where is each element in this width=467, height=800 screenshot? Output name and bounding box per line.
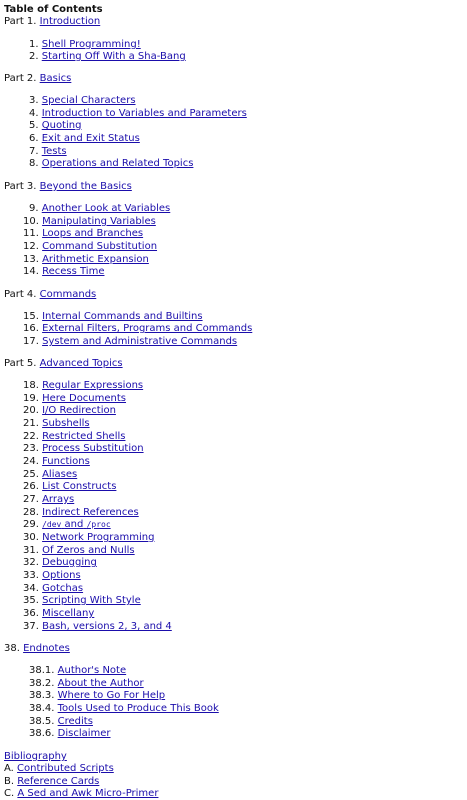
chapter-link[interactable]: Of Zeros and Nulls bbox=[42, 545, 135, 556]
part-heading bbox=[4, 358, 123, 370]
and-word: and bbox=[64, 519, 84, 530]
chapter-link[interactable]: Where to Go For Help bbox=[57, 690, 166, 701]
list-item bbox=[29, 716, 93, 728]
part-prefix: Part 2. bbox=[4, 73, 37, 84]
list-item bbox=[29, 158, 193, 170]
chapter-link[interactable]: Manipulating Variables bbox=[42, 216, 156, 227]
list-item bbox=[29, 728, 111, 740]
appendix-letter: A. bbox=[4, 763, 14, 774]
chapter-link[interactable]: Tests bbox=[41, 146, 67, 157]
part-link-basics[interactable]: Basics bbox=[39, 73, 72, 84]
chapter-link[interactable]: Arithmetic Expansion bbox=[42, 254, 149, 265]
list-item bbox=[29, 665, 126, 677]
part-prefix: Part 1. bbox=[4, 16, 37, 27]
list-item bbox=[29, 703, 219, 715]
list-item bbox=[23, 241, 157, 253]
part-prefix: Part 4. bbox=[4, 289, 37, 300]
appendix-letter: C. bbox=[4, 788, 15, 799]
chapter-number: 22. bbox=[23, 431, 39, 442]
list-item bbox=[23, 507, 139, 519]
part-link-advanced-topics[interactable]: Advanced Topics bbox=[39, 358, 123, 369]
chapter-link[interactable]: Indirect References bbox=[42, 507, 139, 518]
list-item bbox=[23, 481, 116, 493]
part-link-introduction[interactable]: Introduction bbox=[39, 16, 101, 27]
chapter-link[interactable]: Special Characters bbox=[41, 95, 136, 106]
list-item bbox=[23, 532, 154, 544]
chapter-link[interactable]: Recess Time bbox=[42, 266, 105, 277]
chapter-link[interactable]: Arrays bbox=[42, 494, 75, 505]
chapter-number: 5. bbox=[29, 120, 39, 131]
part-heading bbox=[4, 181, 132, 193]
chapter-number: 30. bbox=[23, 532, 39, 543]
chapter-number: 36. bbox=[23, 608, 39, 619]
chapter-number: 14. bbox=[23, 266, 39, 277]
chapter-link[interactable]: Regular Expressions bbox=[42, 380, 144, 391]
chapter-link[interactable]: Shell Programming! bbox=[41, 39, 141, 50]
bibliography-link[interactable]: Bibliography bbox=[4, 751, 67, 762]
chapter-link[interactable]: Another Look at Variables bbox=[41, 203, 171, 214]
chapter-number: 2. bbox=[29, 51, 39, 62]
chapter-link[interactable]: Subshells bbox=[42, 418, 90, 429]
appendix-letter: B. bbox=[4, 776, 15, 787]
chapter-number: 20. bbox=[23, 405, 39, 416]
chapter-link[interactable]: About the Author bbox=[57, 678, 144, 689]
chapter-link[interactable]: Functions bbox=[42, 456, 90, 467]
appendix-item bbox=[4, 763, 114, 775]
chapter-link-dev-and-proc[interactable] bbox=[42, 519, 111, 530]
list-item bbox=[29, 690, 165, 702]
chapter-number: 38.3. bbox=[29, 690, 55, 701]
list-item bbox=[29, 108, 247, 120]
chapter-number: 17. bbox=[23, 336, 39, 347]
toc-title: Table of Contents bbox=[4, 4, 103, 15]
chapter-number: 1. bbox=[29, 39, 39, 50]
appendix-link[interactable]: Reference Cards bbox=[17, 776, 100, 787]
chapter-number: 9. bbox=[29, 203, 39, 214]
list-item bbox=[23, 519, 111, 531]
chapter-link[interactable]: Exit and Exit Status bbox=[41, 133, 140, 144]
part-prefix: Part 3. bbox=[4, 181, 37, 192]
chapter-number: 24. bbox=[23, 456, 39, 467]
list-item bbox=[23, 621, 172, 633]
list-item bbox=[23, 405, 116, 417]
appendix-item bbox=[4, 751, 67, 763]
chapter-link[interactable]: I/O Redirection bbox=[42, 405, 116, 416]
chapter-link[interactable]: Loops and Branches bbox=[42, 228, 144, 239]
chapter-link[interactable]: Internal Commands and Builtins bbox=[42, 311, 203, 322]
chapter-link[interactable]: Debugging bbox=[42, 557, 97, 568]
chapter-link[interactable]: Miscellany bbox=[42, 608, 95, 619]
chapter-link[interactable]: Disclaimer bbox=[57, 728, 111, 739]
part-link-beyond-the-basics[interactable]: Beyond the Basics bbox=[39, 181, 132, 192]
chapter-number: 29. bbox=[23, 519, 39, 530]
chapter-number: 15. bbox=[23, 311, 39, 322]
part-heading bbox=[4, 16, 100, 28]
list-item bbox=[23, 494, 74, 506]
chapter-link[interactable]: Restricted Shells bbox=[42, 431, 126, 442]
chapter-link[interactable]: External Filters, Programs and Commands bbox=[42, 323, 253, 334]
list-item bbox=[29, 203, 170, 215]
list-item bbox=[29, 133, 140, 145]
chapter-link[interactable]: Tools Used to Produce This Book bbox=[57, 703, 219, 714]
chapter-number: 32. bbox=[23, 557, 39, 568]
list-item bbox=[23, 595, 141, 607]
chapter-number: 33. bbox=[23, 570, 39, 581]
list-item bbox=[23, 583, 83, 595]
list-item bbox=[23, 323, 252, 335]
part-heading bbox=[4, 643, 70, 655]
chapter-link[interactable]: Bash, versions 2, 3, and 4 bbox=[42, 621, 172, 632]
list-item bbox=[29, 39, 141, 51]
list-item bbox=[23, 431, 125, 443]
list-item bbox=[23, 311, 203, 323]
chapter-number: 26. bbox=[23, 481, 39, 492]
chapter-link[interactable]: Author's Note bbox=[57, 665, 127, 676]
chapter-number: 27. bbox=[23, 494, 39, 505]
chapter-number: 37. bbox=[23, 621, 39, 632]
list-item bbox=[29, 95, 136, 107]
chapter-link[interactable]: Gotchas bbox=[42, 583, 84, 594]
chapter-number: 12. bbox=[23, 241, 39, 252]
list-item bbox=[23, 469, 77, 481]
chapter-number: 21. bbox=[23, 418, 39, 429]
list-item bbox=[23, 443, 144, 455]
list-item bbox=[23, 380, 143, 392]
part-prefix: 38. bbox=[4, 643, 20, 654]
part-prefix: Part 5. bbox=[4, 358, 37, 369]
list-item bbox=[29, 678, 144, 690]
chapter-link[interactable]: List Constructs bbox=[42, 481, 117, 492]
chapter-number: 34. bbox=[23, 583, 39, 594]
chapter-number: 19. bbox=[23, 393, 39, 404]
chapter-number: 38.6. bbox=[29, 728, 55, 739]
list-item bbox=[23, 266, 104, 278]
chapter-link[interactable]: Here Documents bbox=[42, 393, 127, 404]
part-link-commands[interactable]: Commands bbox=[39, 289, 97, 300]
chapter-link[interactable]: Options bbox=[42, 570, 81, 581]
chapter-link[interactable]: System and Administrative Commands bbox=[42, 336, 238, 347]
chapter-number: 38.1. bbox=[29, 665, 55, 676]
chapter-number: 10. bbox=[23, 216, 39, 227]
list-item bbox=[23, 570, 81, 582]
chapter-number: 23. bbox=[23, 443, 39, 454]
chapter-number: 31. bbox=[23, 545, 39, 556]
chapter-link[interactable]: Starting Off With a Sha-Bang bbox=[41, 51, 186, 62]
chapter-number: 38.4. bbox=[29, 703, 55, 714]
chapter-number: 11. bbox=[23, 228, 39, 239]
list-item bbox=[29, 51, 186, 63]
chapter-number: 35. bbox=[23, 595, 39, 606]
chapter-link[interactable]: Command Substitution bbox=[42, 241, 158, 252]
chapter-number: 13. bbox=[23, 254, 39, 265]
list-item bbox=[23, 228, 143, 240]
list-item bbox=[23, 216, 156, 228]
list-item bbox=[23, 557, 97, 569]
list-item bbox=[23, 336, 237, 348]
chapter-number: 6. bbox=[29, 133, 39, 144]
list-item bbox=[23, 393, 126, 405]
chapter-number: 28. bbox=[23, 507, 39, 518]
list-item bbox=[29, 120, 81, 132]
chapter-link[interactable]: Network Programming bbox=[42, 532, 155, 543]
chapter-number: 38.2. bbox=[29, 678, 55, 689]
list-item bbox=[23, 456, 90, 468]
appendix-item bbox=[4, 788, 158, 800]
part-heading bbox=[4, 73, 71, 85]
chapter-number: 7. bbox=[29, 146, 39, 157]
chapter-link[interactable]: Aliases bbox=[42, 469, 78, 480]
appendix-item bbox=[4, 776, 99, 788]
list-item bbox=[23, 254, 149, 266]
chapter-number: 38.5. bbox=[29, 716, 55, 727]
chapter-link[interactable]: Process Substitution bbox=[42, 443, 144, 454]
appendix-link[interactable]: Contributed Scripts bbox=[17, 763, 114, 774]
list-item bbox=[23, 545, 135, 557]
list-item bbox=[29, 146, 67, 158]
part-heading bbox=[4, 289, 96, 301]
list-item bbox=[23, 418, 90, 430]
chapter-link[interactable]: Credits bbox=[57, 716, 93, 727]
code-dev: /dev bbox=[42, 520, 62, 529]
chapter-number: 3. bbox=[29, 95, 39, 106]
chapter-number: 4. bbox=[29, 108, 39, 119]
appendix-link[interactable]: A Sed and Awk Micro-Primer bbox=[17, 788, 159, 799]
chapter-link[interactable]: Quoting bbox=[41, 120, 82, 131]
chapter-link[interactable]: Operations and Related Topics bbox=[41, 158, 194, 169]
code-proc: /proc bbox=[86, 520, 111, 529]
chapter-number: 18. bbox=[23, 380, 39, 391]
chapter-link[interactable]: Scripting With Style bbox=[42, 595, 141, 606]
chapter-number: 8. bbox=[29, 158, 39, 169]
chapter-number: 16. bbox=[23, 323, 39, 334]
part-link-endnotes[interactable]: Endnotes bbox=[23, 643, 70, 654]
chapter-link[interactable]: Introduction to Variables and Parameters bbox=[41, 108, 247, 119]
chapter-number: 25. bbox=[23, 469, 39, 480]
list-item bbox=[23, 608, 94, 620]
